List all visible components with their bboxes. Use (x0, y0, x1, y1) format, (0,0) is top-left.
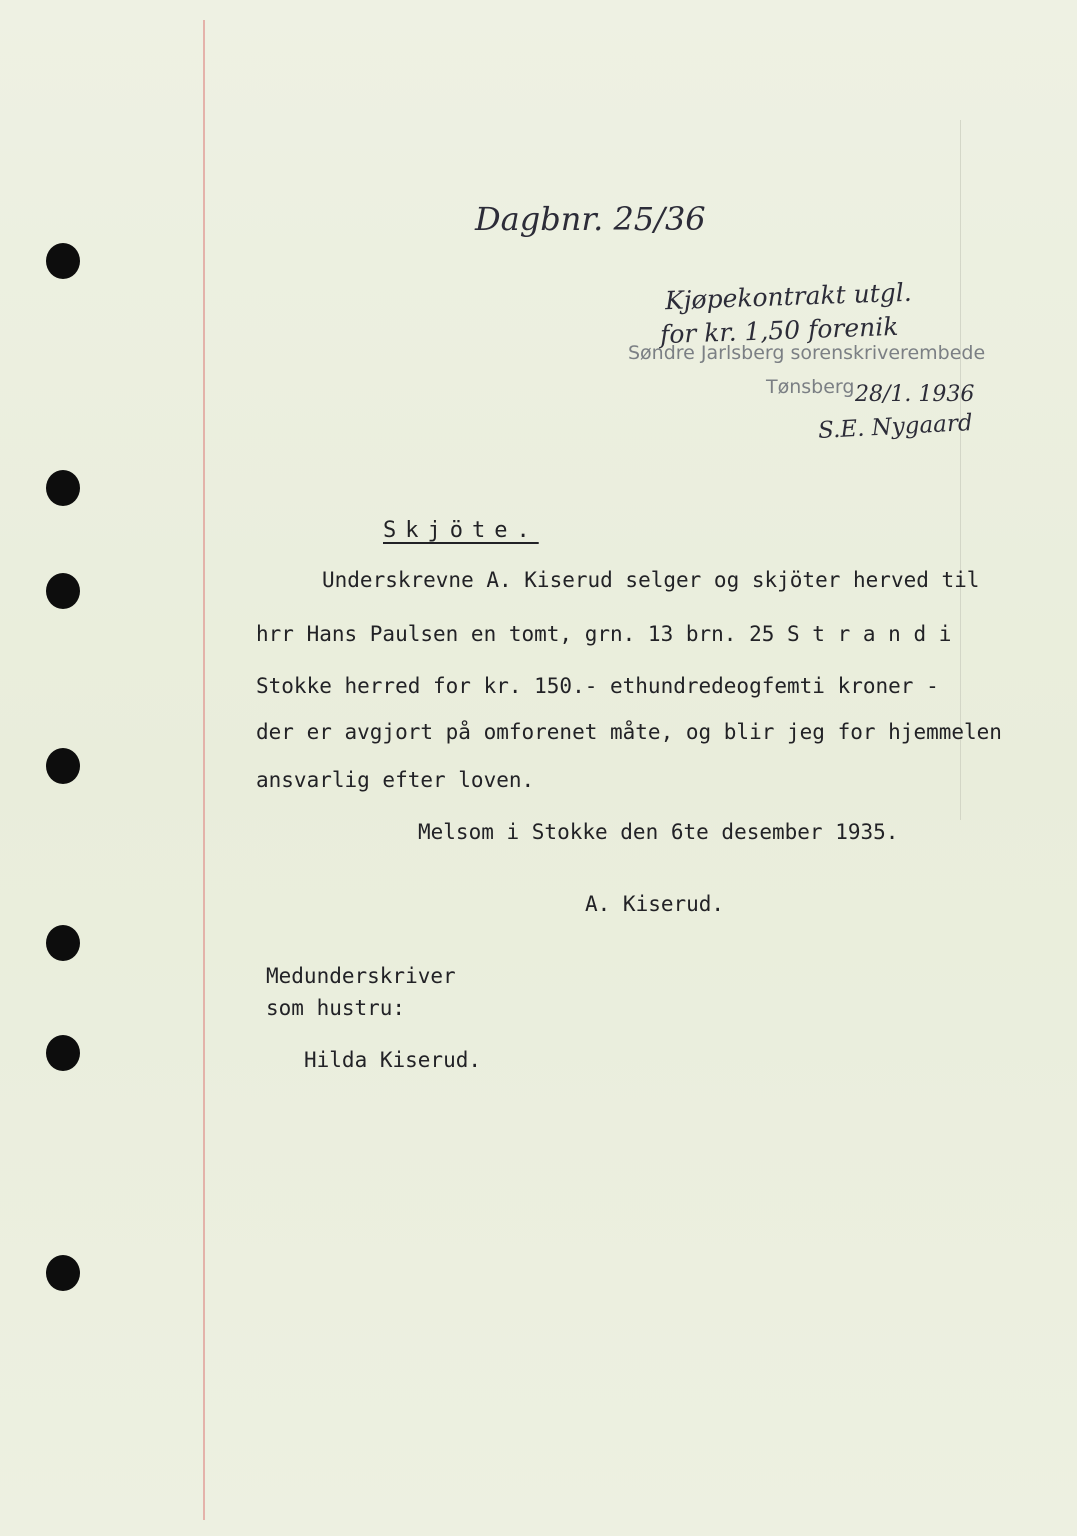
paper-crease (960, 120, 961, 820)
seller-signature: A. Kiserud. (585, 892, 725, 916)
court-stamp-line-1: Søndre Jarlsberg sorenskriverembede (628, 342, 986, 364)
margin-rule (203, 20, 205, 1520)
document-title: Skjöte. (383, 518, 539, 543)
binder-hole (46, 1255, 80, 1291)
court-stamp-line-2: Tønsberg (766, 376, 855, 398)
co-signer-role: som hustru: (266, 996, 406, 1020)
binder-hole (46, 925, 80, 961)
binder-hole (46, 243, 80, 279)
registration-date: 28/1. 1936 (855, 382, 975, 407)
registrar-signature: S.E. Nygaard (817, 409, 974, 445)
body-line: der er avgjort på omforenet måte, og blir jeg for hjemmelen (256, 720, 1002, 744)
body-line: ansvarlig efter loven. (256, 768, 535, 792)
body-line: Underskrevne A. Kiserud selger og skjöter herved til (322, 568, 980, 592)
co-signer-name: Hilda Kiserud. (304, 1048, 482, 1072)
note-line-1: Kjøpekontrakt utgl. (664, 277, 913, 316)
binder-hole (46, 748, 80, 784)
body-line: Stokke herred for kr. 150.- ethundredeogfemti kroner - (256, 674, 939, 698)
co-signer-label: Medunderskriver (266, 964, 456, 988)
body-line: hrr Hans Paulsen en tomt, grn. 13 brn. 25 S t r a n d i (256, 622, 952, 646)
binder-hole (46, 470, 80, 506)
place-and-date: Melsom i Stokke den 6te desember 1935. (418, 820, 899, 844)
binder-hole (46, 573, 80, 609)
note-line-2: for kr. 1,50 forenik (659, 311, 899, 350)
binder-hole (46, 1035, 80, 1071)
journal-number: Dagbnr. 25/36 (475, 200, 706, 238)
